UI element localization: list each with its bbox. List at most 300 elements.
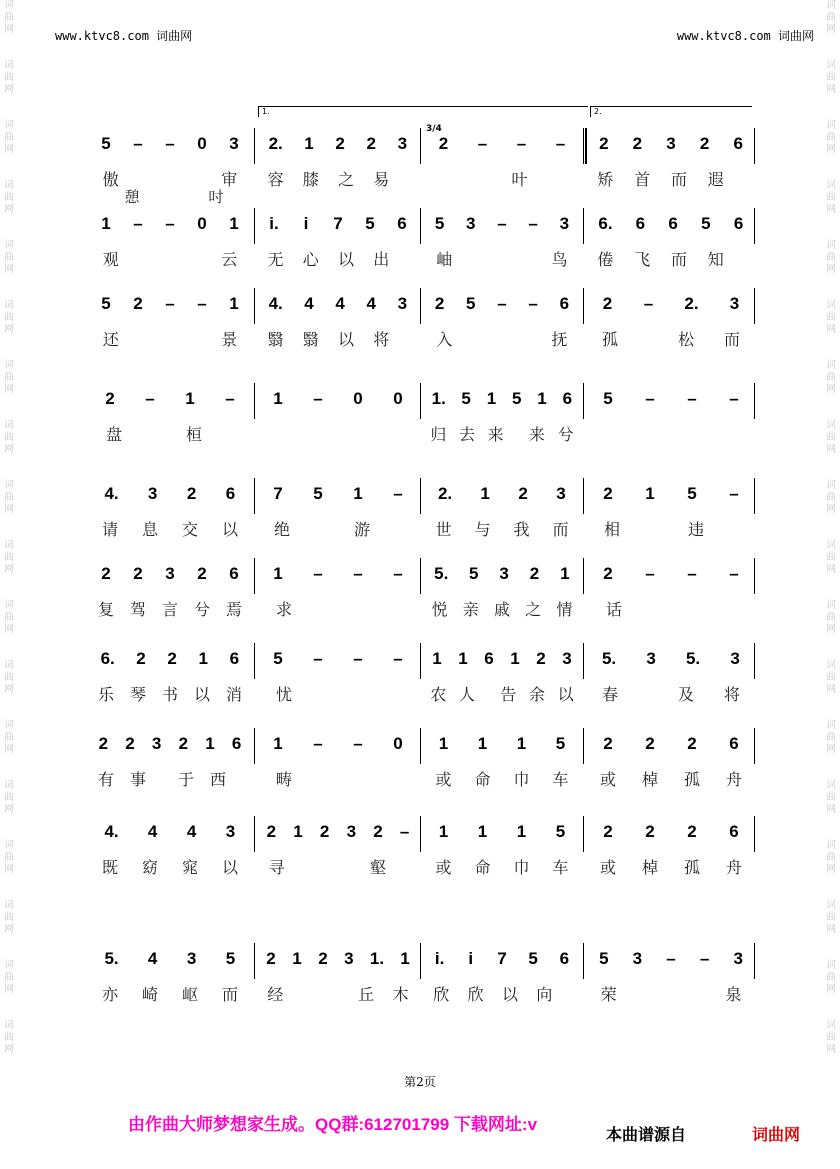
note: – bbox=[353, 649, 363, 668]
lyric-char: 以 bbox=[338, 330, 355, 349]
measure bbox=[90, 112, 250, 189]
measure bbox=[587, 542, 755, 619]
measure bbox=[424, 272, 580, 349]
note: 5 bbox=[313, 484, 323, 503]
footer-source-label: 本曲谱源自 bbox=[606, 1127, 687, 1144]
note: – bbox=[225, 389, 235, 408]
lyric-char: 复 bbox=[97, 600, 114, 619]
lyric-char: 棹 bbox=[641, 770, 658, 789]
note: 4 bbox=[335, 294, 345, 313]
lyric-char: 世 bbox=[435, 520, 452, 539]
note: 1 bbox=[510, 649, 520, 668]
lyric-char: 情 bbox=[556, 600, 573, 619]
lyric-char: 兮 bbox=[557, 425, 574, 444]
lyric-char: 请 bbox=[101, 520, 118, 539]
note: 6 bbox=[562, 389, 573, 408]
lyric-char: 告 bbox=[500, 685, 517, 704]
lyric-char: 荣 bbox=[600, 985, 617, 1004]
lyric-char: 而 bbox=[670, 250, 687, 269]
lyric-char: 倦 bbox=[597, 250, 614, 269]
note: – bbox=[666, 949, 676, 968]
note: 5 bbox=[273, 649, 283, 668]
note: 2. bbox=[684, 294, 699, 313]
note: 3 bbox=[151, 734, 162, 753]
measure bbox=[258, 542, 418, 619]
measure-lyrics bbox=[424, 982, 580, 1005]
measure-lyrics bbox=[90, 247, 250, 270]
measure-lyrics bbox=[90, 682, 250, 705]
measure bbox=[587, 800, 755, 877]
lyric-char: 或 bbox=[435, 858, 452, 877]
note: 5 bbox=[365, 214, 375, 233]
barline bbox=[583, 208, 584, 244]
note: 2 bbox=[603, 484, 613, 503]
lyric-char: 兮 bbox=[193, 600, 210, 619]
note: 2 bbox=[699, 134, 710, 153]
note: – bbox=[313, 649, 323, 668]
lyric-char: 经 bbox=[267, 985, 284, 1004]
note: – bbox=[313, 734, 323, 753]
note: – bbox=[528, 294, 538, 313]
lyric-char: 之 bbox=[338, 170, 355, 189]
note: 5 bbox=[468, 564, 479, 583]
lyric-char: 还 bbox=[102, 330, 119, 349]
lyric-char: 泉 bbox=[725, 985, 742, 1004]
lyric-char: 我 bbox=[513, 520, 530, 539]
lyric-char: 车 bbox=[552, 858, 569, 877]
lyric-char: 书 bbox=[161, 685, 178, 704]
note: 2 bbox=[167, 649, 177, 668]
watermark-text: 词曲网 bbox=[826, 300, 836, 335]
footer-generator-text: 由作曲大师梦想家生成。QQ群:612701799 下载网址:v bbox=[128, 1115, 538, 1134]
barline bbox=[254, 478, 255, 514]
note: – bbox=[497, 294, 507, 313]
note: – bbox=[145, 389, 155, 408]
measure bbox=[424, 927, 580, 1004]
note: 2 bbox=[318, 949, 328, 968]
barline bbox=[420, 728, 421, 764]
measure-notes bbox=[258, 134, 418, 154]
watermark-text: 词曲网 bbox=[4, 60, 14, 95]
measure-lyrics bbox=[424, 767, 580, 790]
watermark-text: 词曲网 bbox=[826, 660, 836, 695]
measure-lyrics bbox=[587, 247, 755, 270]
time-signature: 3/4 bbox=[426, 124, 442, 134]
note: 6. bbox=[100, 649, 115, 668]
note: 1 bbox=[304, 134, 314, 153]
lyric-char: 亲 bbox=[462, 600, 479, 619]
note: 6 bbox=[484, 649, 494, 668]
lyric-char: 畴 bbox=[275, 770, 292, 789]
note: – bbox=[555, 134, 566, 153]
lyric-char: 憩 bbox=[124, 188, 140, 206]
measure-notes bbox=[424, 134, 580, 154]
note: 3 bbox=[556, 484, 566, 503]
measure-lyrics bbox=[258, 517, 418, 540]
note: 6 bbox=[635, 214, 646, 233]
note: – bbox=[197, 294, 207, 313]
lyric-char: 求 bbox=[275, 600, 292, 619]
lyric-char: 有 bbox=[97, 770, 114, 789]
score-system bbox=[90, 712, 760, 789]
watermark-right bbox=[824, 0, 838, 1169]
note: 3 bbox=[397, 134, 408, 153]
watermark-text: 词曲网 bbox=[826, 540, 836, 575]
measure-lyrics bbox=[587, 597, 755, 620]
watermark-text: 词曲网 bbox=[826, 1020, 836, 1055]
measure-lyrics bbox=[90, 597, 250, 620]
measure-lyrics bbox=[258, 682, 418, 705]
note: 1 bbox=[353, 484, 363, 503]
barline bbox=[583, 558, 584, 594]
note: 4 bbox=[186, 822, 197, 841]
note: 2 bbox=[98, 734, 109, 753]
barline bbox=[420, 128, 421, 164]
note: 1 bbox=[516, 822, 527, 841]
measure bbox=[424, 192, 580, 269]
barline bbox=[420, 208, 421, 244]
lyric-char: 亦 bbox=[101, 985, 118, 1004]
note: – bbox=[313, 389, 323, 408]
measure-notes bbox=[424, 822, 580, 842]
lyric-char: 盘 bbox=[105, 425, 122, 444]
note: 3 bbox=[632, 949, 643, 968]
note: 4 bbox=[147, 949, 158, 968]
note: 3 bbox=[499, 564, 509, 583]
note: 6 bbox=[733, 134, 743, 153]
lyric-char: 绝 bbox=[273, 520, 290, 539]
measure-notes bbox=[587, 734, 755, 754]
measure-notes bbox=[424, 649, 580, 669]
measure bbox=[587, 462, 755, 539]
measure-notes bbox=[424, 214, 580, 234]
barline bbox=[420, 383, 421, 419]
page-number: 第2页 bbox=[404, 1075, 436, 1089]
lyric-char: 或 bbox=[599, 770, 616, 789]
lyric-char: 遐 bbox=[707, 170, 724, 189]
barline bbox=[583, 816, 584, 852]
note: – bbox=[729, 389, 739, 408]
note: 6 bbox=[559, 949, 570, 968]
lyric-char: 话 bbox=[605, 600, 622, 619]
barline bbox=[420, 943, 421, 979]
barline bbox=[583, 478, 584, 514]
watermark-text: 词曲网 bbox=[4, 120, 14, 155]
watermark-text: 词曲网 bbox=[4, 600, 14, 635]
note: 0 bbox=[197, 134, 207, 153]
note: 2 bbox=[373, 822, 383, 841]
note: 2 bbox=[645, 822, 655, 841]
measure-lyrics bbox=[258, 982, 418, 1005]
note: 2 bbox=[125, 734, 135, 753]
lyric-char: 欣 bbox=[467, 985, 484, 1004]
lyric-char: 崎 bbox=[141, 985, 158, 1004]
lyric-char: 棹 bbox=[641, 858, 658, 877]
measure-notes bbox=[587, 949, 755, 969]
note: 1 bbox=[101, 214, 111, 233]
note: 6 bbox=[729, 822, 739, 841]
volta-bracket-1: 1. bbox=[258, 106, 588, 117]
note: – bbox=[687, 564, 697, 583]
lyric-char: 岖 bbox=[181, 985, 198, 1004]
note: 1 bbox=[438, 734, 449, 753]
lyric-char: 舟 bbox=[725, 770, 742, 789]
measure-lyrics bbox=[587, 517, 755, 540]
measure-notes bbox=[424, 484, 580, 504]
barline bbox=[754, 943, 755, 979]
lyric-char: 命 bbox=[474, 858, 491, 877]
lyric-char: 息 bbox=[141, 520, 158, 539]
watermark-text: 词曲网 bbox=[4, 240, 14, 275]
measure bbox=[90, 627, 250, 704]
barline bbox=[254, 383, 255, 419]
note: 0 bbox=[197, 214, 207, 233]
note: 2 bbox=[319, 822, 330, 841]
note: – bbox=[133, 134, 143, 153]
note: 4 bbox=[304, 294, 314, 313]
watermark-text: 词曲网 bbox=[4, 900, 14, 935]
note: 6 bbox=[733, 214, 744, 233]
footer-brand: 词曲网 bbox=[752, 1127, 801, 1144]
watermark-text: 词曲网 bbox=[826, 240, 836, 275]
barline bbox=[754, 643, 755, 679]
measure-lyrics bbox=[258, 767, 418, 790]
note: 3 bbox=[666, 134, 676, 153]
lyric-char: 戚 bbox=[493, 600, 510, 619]
note: 5 bbox=[511, 389, 522, 408]
header-right-url: www.ktvc8.com 词曲网 bbox=[676, 29, 814, 43]
note: – bbox=[393, 484, 403, 503]
lyric-char: 心 bbox=[302, 250, 319, 269]
lyric-char: 于 bbox=[177, 770, 194, 789]
note: 2 bbox=[133, 294, 143, 313]
watermark-text: 词曲网 bbox=[4, 480, 14, 515]
barline bbox=[754, 478, 755, 514]
lyric-char: 寻 bbox=[268, 858, 285, 877]
measure bbox=[258, 927, 418, 1004]
measure bbox=[258, 272, 418, 349]
measure-notes bbox=[90, 949, 250, 969]
lyric-char: 驾 bbox=[129, 600, 146, 619]
lyric-char: 车 bbox=[552, 770, 569, 789]
score-system bbox=[90, 542, 760, 619]
note: – bbox=[165, 294, 175, 313]
watermark-text: 词曲网 bbox=[4, 420, 14, 455]
note: 5 bbox=[101, 134, 111, 153]
note: – bbox=[497, 214, 507, 233]
note: 2 bbox=[101, 564, 111, 583]
measure-lyrics bbox=[90, 855, 250, 878]
lyric-char: 欣 bbox=[433, 985, 450, 1004]
lyric-char: 而 bbox=[221, 985, 238, 1004]
measure-notes bbox=[258, 214, 418, 234]
lyric-char: 以 bbox=[221, 520, 238, 539]
note: – bbox=[165, 214, 175, 233]
note: i. bbox=[269, 214, 279, 233]
measure-notes bbox=[90, 649, 250, 669]
measure-lyrics bbox=[90, 327, 250, 350]
measure-lyrics bbox=[587, 327, 755, 350]
measure bbox=[258, 112, 418, 189]
measure-lyrics bbox=[424, 247, 580, 270]
note: 4 bbox=[147, 822, 158, 841]
barline bbox=[754, 128, 755, 164]
lyric-char: 以 bbox=[501, 985, 518, 1004]
barline bbox=[583, 128, 587, 164]
watermark-text: 词曲网 bbox=[4, 780, 14, 815]
barline bbox=[754, 288, 755, 324]
measure-notes bbox=[587, 214, 755, 234]
lyric-char: 叶 bbox=[511, 170, 528, 189]
barline bbox=[254, 728, 255, 764]
note: 7 bbox=[273, 484, 283, 503]
note: 1 bbox=[560, 564, 570, 583]
note: 5 bbox=[599, 949, 609, 968]
barline bbox=[754, 383, 755, 419]
note: 1 bbox=[400, 949, 410, 968]
measure-lyrics bbox=[258, 247, 418, 270]
barline bbox=[420, 816, 421, 852]
note: 2. bbox=[268, 134, 283, 153]
note: 2 bbox=[602, 294, 613, 313]
measure bbox=[424, 627, 580, 704]
note: 5. bbox=[685, 649, 701, 668]
lyric-char: 知 bbox=[707, 250, 724, 269]
barline bbox=[583, 728, 584, 764]
note: 0 bbox=[353, 389, 363, 408]
barline bbox=[420, 643, 421, 679]
note: 0 bbox=[393, 389, 403, 408]
measure-lyrics bbox=[258, 855, 418, 878]
lyric-char: 违 bbox=[687, 520, 704, 539]
lyric-char: 既 bbox=[101, 858, 118, 877]
note: – bbox=[353, 734, 363, 753]
score-system bbox=[90, 367, 760, 444]
lyric-char: 云 bbox=[221, 250, 238, 269]
note: 7 bbox=[333, 214, 343, 233]
lyric-char: 岫 bbox=[436, 250, 453, 269]
note: 2 bbox=[645, 734, 655, 753]
measure-lyrics bbox=[90, 767, 250, 790]
measure bbox=[258, 462, 418, 539]
note: 5 bbox=[225, 949, 236, 968]
note: 3 bbox=[559, 214, 570, 233]
lyric-char: 翳 bbox=[302, 330, 319, 349]
lyric-char: 以 bbox=[193, 685, 210, 704]
measure bbox=[90, 542, 250, 619]
lyric-char: 孤 bbox=[683, 770, 700, 789]
lyric-char: 桓 bbox=[185, 425, 202, 444]
score-system bbox=[90, 927, 760, 1004]
measure bbox=[587, 367, 755, 421]
lyric-char: 翳 bbox=[267, 330, 284, 349]
lyric-char: 审 bbox=[221, 170, 238, 189]
barline bbox=[254, 643, 255, 679]
lyric-char: 易 bbox=[373, 170, 390, 189]
measure-lyrics bbox=[587, 682, 755, 705]
measure-notes bbox=[424, 949, 580, 969]
note: – bbox=[393, 649, 403, 668]
note: 3 bbox=[225, 822, 236, 841]
barline bbox=[583, 383, 584, 419]
measure-notes bbox=[258, 734, 418, 754]
note: i bbox=[468, 949, 474, 968]
lyric-char: 傲 bbox=[102, 170, 119, 189]
note: 1 bbox=[480, 484, 490, 503]
note: – bbox=[645, 564, 655, 583]
measure-notes bbox=[90, 734, 250, 754]
note: 3 bbox=[466, 214, 476, 233]
note: 5 bbox=[687, 484, 697, 503]
note: 1 bbox=[292, 949, 302, 968]
note: 2 bbox=[603, 564, 613, 583]
lyric-char: 悦 bbox=[431, 600, 448, 619]
note: 5 bbox=[701, 214, 711, 233]
note: – bbox=[516, 134, 527, 153]
measure bbox=[424, 462, 580, 539]
lyric-char: 相 bbox=[603, 520, 620, 539]
note: 2 bbox=[518, 484, 528, 503]
lyric-char: 无 bbox=[267, 250, 284, 269]
lyric-char: 忧 bbox=[275, 685, 292, 704]
watermark-text: 词曲网 bbox=[4, 1020, 14, 1055]
lyric-char: 鸟 bbox=[551, 250, 568, 269]
measure-notes bbox=[587, 822, 755, 842]
watermark-text: 词曲网 bbox=[4, 540, 14, 575]
measure bbox=[424, 112, 580, 189]
measure bbox=[90, 367, 250, 444]
lyric-char: 命 bbox=[474, 770, 491, 789]
measure bbox=[90, 462, 250, 539]
header-left-url: www.ktvc8.com 词曲网 bbox=[55, 29, 193, 43]
note: 6 bbox=[668, 214, 678, 233]
barline bbox=[583, 943, 584, 979]
watermark-text: 词曲网 bbox=[826, 780, 836, 815]
note: 3 bbox=[344, 949, 354, 968]
note: 3 bbox=[147, 484, 158, 503]
lyric-char: 焉 bbox=[225, 600, 242, 619]
watermark-text: 词曲网 bbox=[826, 60, 836, 95]
barline bbox=[754, 208, 755, 244]
note: 2 bbox=[529, 564, 540, 583]
measure bbox=[587, 627, 755, 704]
note: 5 bbox=[466, 294, 476, 313]
lyric-char: 出 bbox=[373, 250, 390, 269]
note: 1 bbox=[273, 389, 283, 408]
measure-notes bbox=[424, 389, 580, 409]
measure-notes bbox=[258, 649, 418, 669]
lyric-char: 交 bbox=[181, 520, 198, 539]
note: 1 bbox=[477, 822, 488, 841]
barline bbox=[254, 943, 255, 979]
measure-notes bbox=[258, 564, 418, 584]
watermark-text: 词曲网 bbox=[4, 360, 14, 395]
measure bbox=[424, 542, 580, 619]
lyric-char: 景 bbox=[221, 330, 238, 349]
watermark-text: 词曲网 bbox=[826, 120, 836, 155]
measure-lyrics bbox=[258, 327, 418, 350]
score-system bbox=[90, 800, 760, 877]
lyric-char: 去 bbox=[458, 425, 475, 444]
measure-lyrics bbox=[424, 517, 580, 540]
lyric-char: 来 bbox=[487, 425, 504, 444]
barline bbox=[254, 288, 255, 324]
lyric-char: 而 bbox=[723, 330, 740, 349]
note: 3 bbox=[729, 294, 740, 313]
note: 2 bbox=[434, 294, 445, 313]
volta-bracket-2: 2. bbox=[590, 106, 752, 117]
barline bbox=[254, 816, 255, 852]
